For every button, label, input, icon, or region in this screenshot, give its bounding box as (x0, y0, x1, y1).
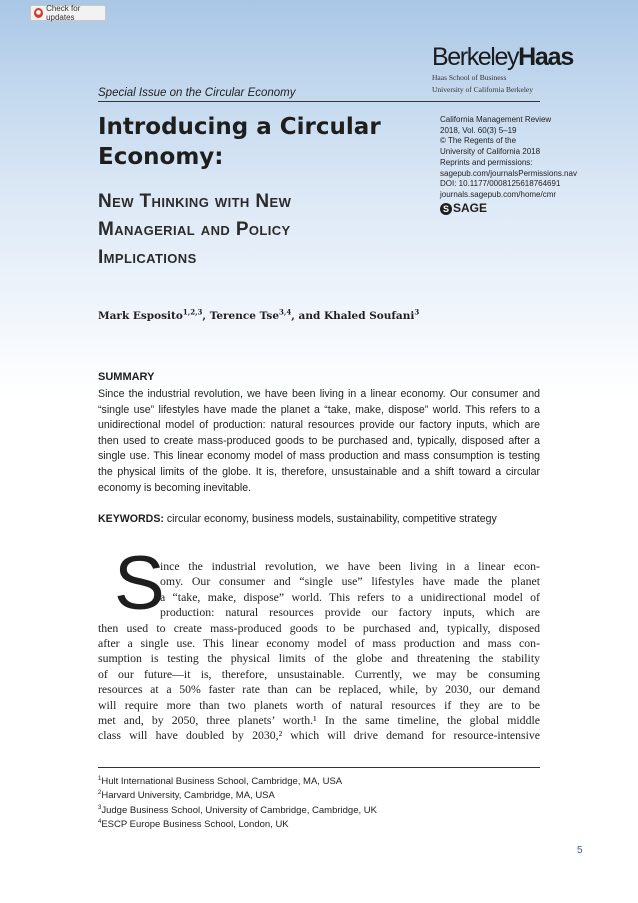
article-subtitle (98, 188, 291, 272)
meta-volume: 2018, Vol. 60(3) 5–19 (440, 125, 517, 135)
header-divider (98, 101, 540, 102)
brand-wordmark (432, 44, 573, 70)
sage-wordmark: SAGE (453, 201, 488, 216)
body-line: sumption is testing the physical limits of the globe and threatening the stability (98, 651, 540, 666)
summary-text: Since the industrial revolution, we have been living in a linear economy. Our consumer and “single use” lifestyles have made the planet a “take, make, dispose” world. This refers to a unidirectional model of production: natural resources provide our factory inputs, which are then used to create mass-produced goods to be purchased and, typically, disposed after a single use. This linear economy model of mass production and mass consumption is testing the physical limits of the globe. It is, therefore, unsustainable and a shift toward a circular economy is becoming inevitable. (98, 388, 540, 494)
check-for-updates-button[interactable] (30, 5, 106, 21)
sage-icon: S (440, 203, 452, 215)
sage-logo (440, 203, 620, 215)
footnote (98, 818, 377, 832)
body-line: class will have doubled by 2030,² which will drive demand for resource-intensive (98, 728, 540, 743)
body-line: production: natural resources provide our factory inputs, which are (160, 605, 540, 620)
body-line: will require more than two planets worth of natural resources if they are to be (98, 697, 540, 712)
footnote-divider (98, 767, 540, 768)
author-separator-1: , (202, 310, 210, 322)
keywords-text: circular economy, business models, sustainability, competitive strategy (166, 513, 497, 525)
keywords (98, 513, 548, 525)
footnote-text: ESCP Europe Business School, London, UK (101, 818, 289, 830)
subtitle-line-1: New Thinking with New (98, 191, 292, 212)
author-3-affiliation: 3 (414, 307, 420, 317)
author-3: Khaled Soufani (323, 310, 415, 322)
brand-left: Berkeley (432, 43, 519, 71)
meta-copyright-holder: University of California 2018 (440, 147, 541, 157)
author-2: Terence Tse (209, 310, 280, 322)
journal-metadata (440, 115, 620, 215)
footnote-number: 4 (98, 818, 102, 825)
body-line: of our future—it is, therefore, unsustainable. Currently, we may be consuming (98, 666, 540, 681)
meta-journal: California Management Review (440, 115, 552, 124)
drop-cap: S (114, 541, 165, 626)
brand-right: Haas (518, 43, 574, 71)
meta-reprints: Reprints and permissions: (440, 157, 533, 167)
keywords-label: KEYWORDS: (98, 513, 164, 525)
author-1-affiliation: 1,2,3 (182, 307, 203, 317)
meta-copyright: © The Regents of the (440, 136, 517, 146)
special-issue-label: Special Issue on the Circular Economy (98, 87, 296, 99)
brand-subline-2: University of California Berkeley (432, 85, 534, 94)
body-line: resources at a 50% faster rate than can be replaced, while, by 2030, our demand (98, 682, 540, 697)
author-2-affiliation: 3,4 (279, 307, 292, 317)
subtitle-line-3: Implications (98, 247, 197, 268)
footnote-text: Judge Business School, University of Cambridge, Cambridge, UK (101, 804, 377, 816)
body-line: ince the industrial revolution, we have been living in a linear econ- (160, 559, 540, 573)
title-line-1: Introducing a Circular (98, 114, 381, 140)
check-for-updates-label: Check for updates (46, 4, 81, 22)
body-line: after a single use. This linear economy model of mass production and mass con- (98, 636, 540, 650)
update-badge-icon: ● (35, 9, 42, 16)
page-number: 5 (577, 845, 583, 856)
body-line: omy. Our consumer and “single use” lifestyles have made the planet (160, 574, 540, 589)
body-line: a “take, make, dispose” world. This refers to a unidirectional model of (160, 589, 540, 604)
body-line: met and, by 2050, three planets’ worth.¹ In the same timeline, the global middle (98, 713, 540, 727)
footnote (98, 804, 377, 818)
brand-subline-1: Haas School of Business (432, 73, 507, 82)
meta-journal-link[interactable]: journals.sagepub.com/home/cmr (440, 189, 557, 199)
author-1: Mark Esposito (98, 310, 183, 322)
footnote-number: 1 (98, 775, 102, 782)
footnote (98, 775, 377, 789)
meta-doi[interactable]: DOI: 10.1177/0008125618764691 (440, 179, 561, 189)
berkeley-haas-logo (432, 44, 573, 94)
title-line-2: Economy: (98, 144, 224, 170)
body-line: then used to create mass-produced goods to be purchased and, typically, disposed (98, 620, 540, 635)
author-list (98, 307, 420, 322)
summary-heading: SUMMARY (98, 371, 155, 383)
article-title (98, 112, 381, 172)
footnote-text: Hult International Business School, Cambridge, MA, USA (101, 776, 343, 787)
subtitle-line-2: Managerial and Policy (98, 219, 291, 240)
meta-permissions-link[interactable]: sagepub.com/journalsPermissions.nav (440, 168, 577, 178)
footnote (98, 789, 377, 803)
footnote-number: 2 (98, 790, 102, 797)
footnote-text: Harvard University, Cambridge, MA, USA (101, 790, 275, 802)
footnote-number: 3 (98, 804, 102, 811)
author-separator-2: , and (291, 310, 324, 322)
footnotes (98, 775, 377, 832)
